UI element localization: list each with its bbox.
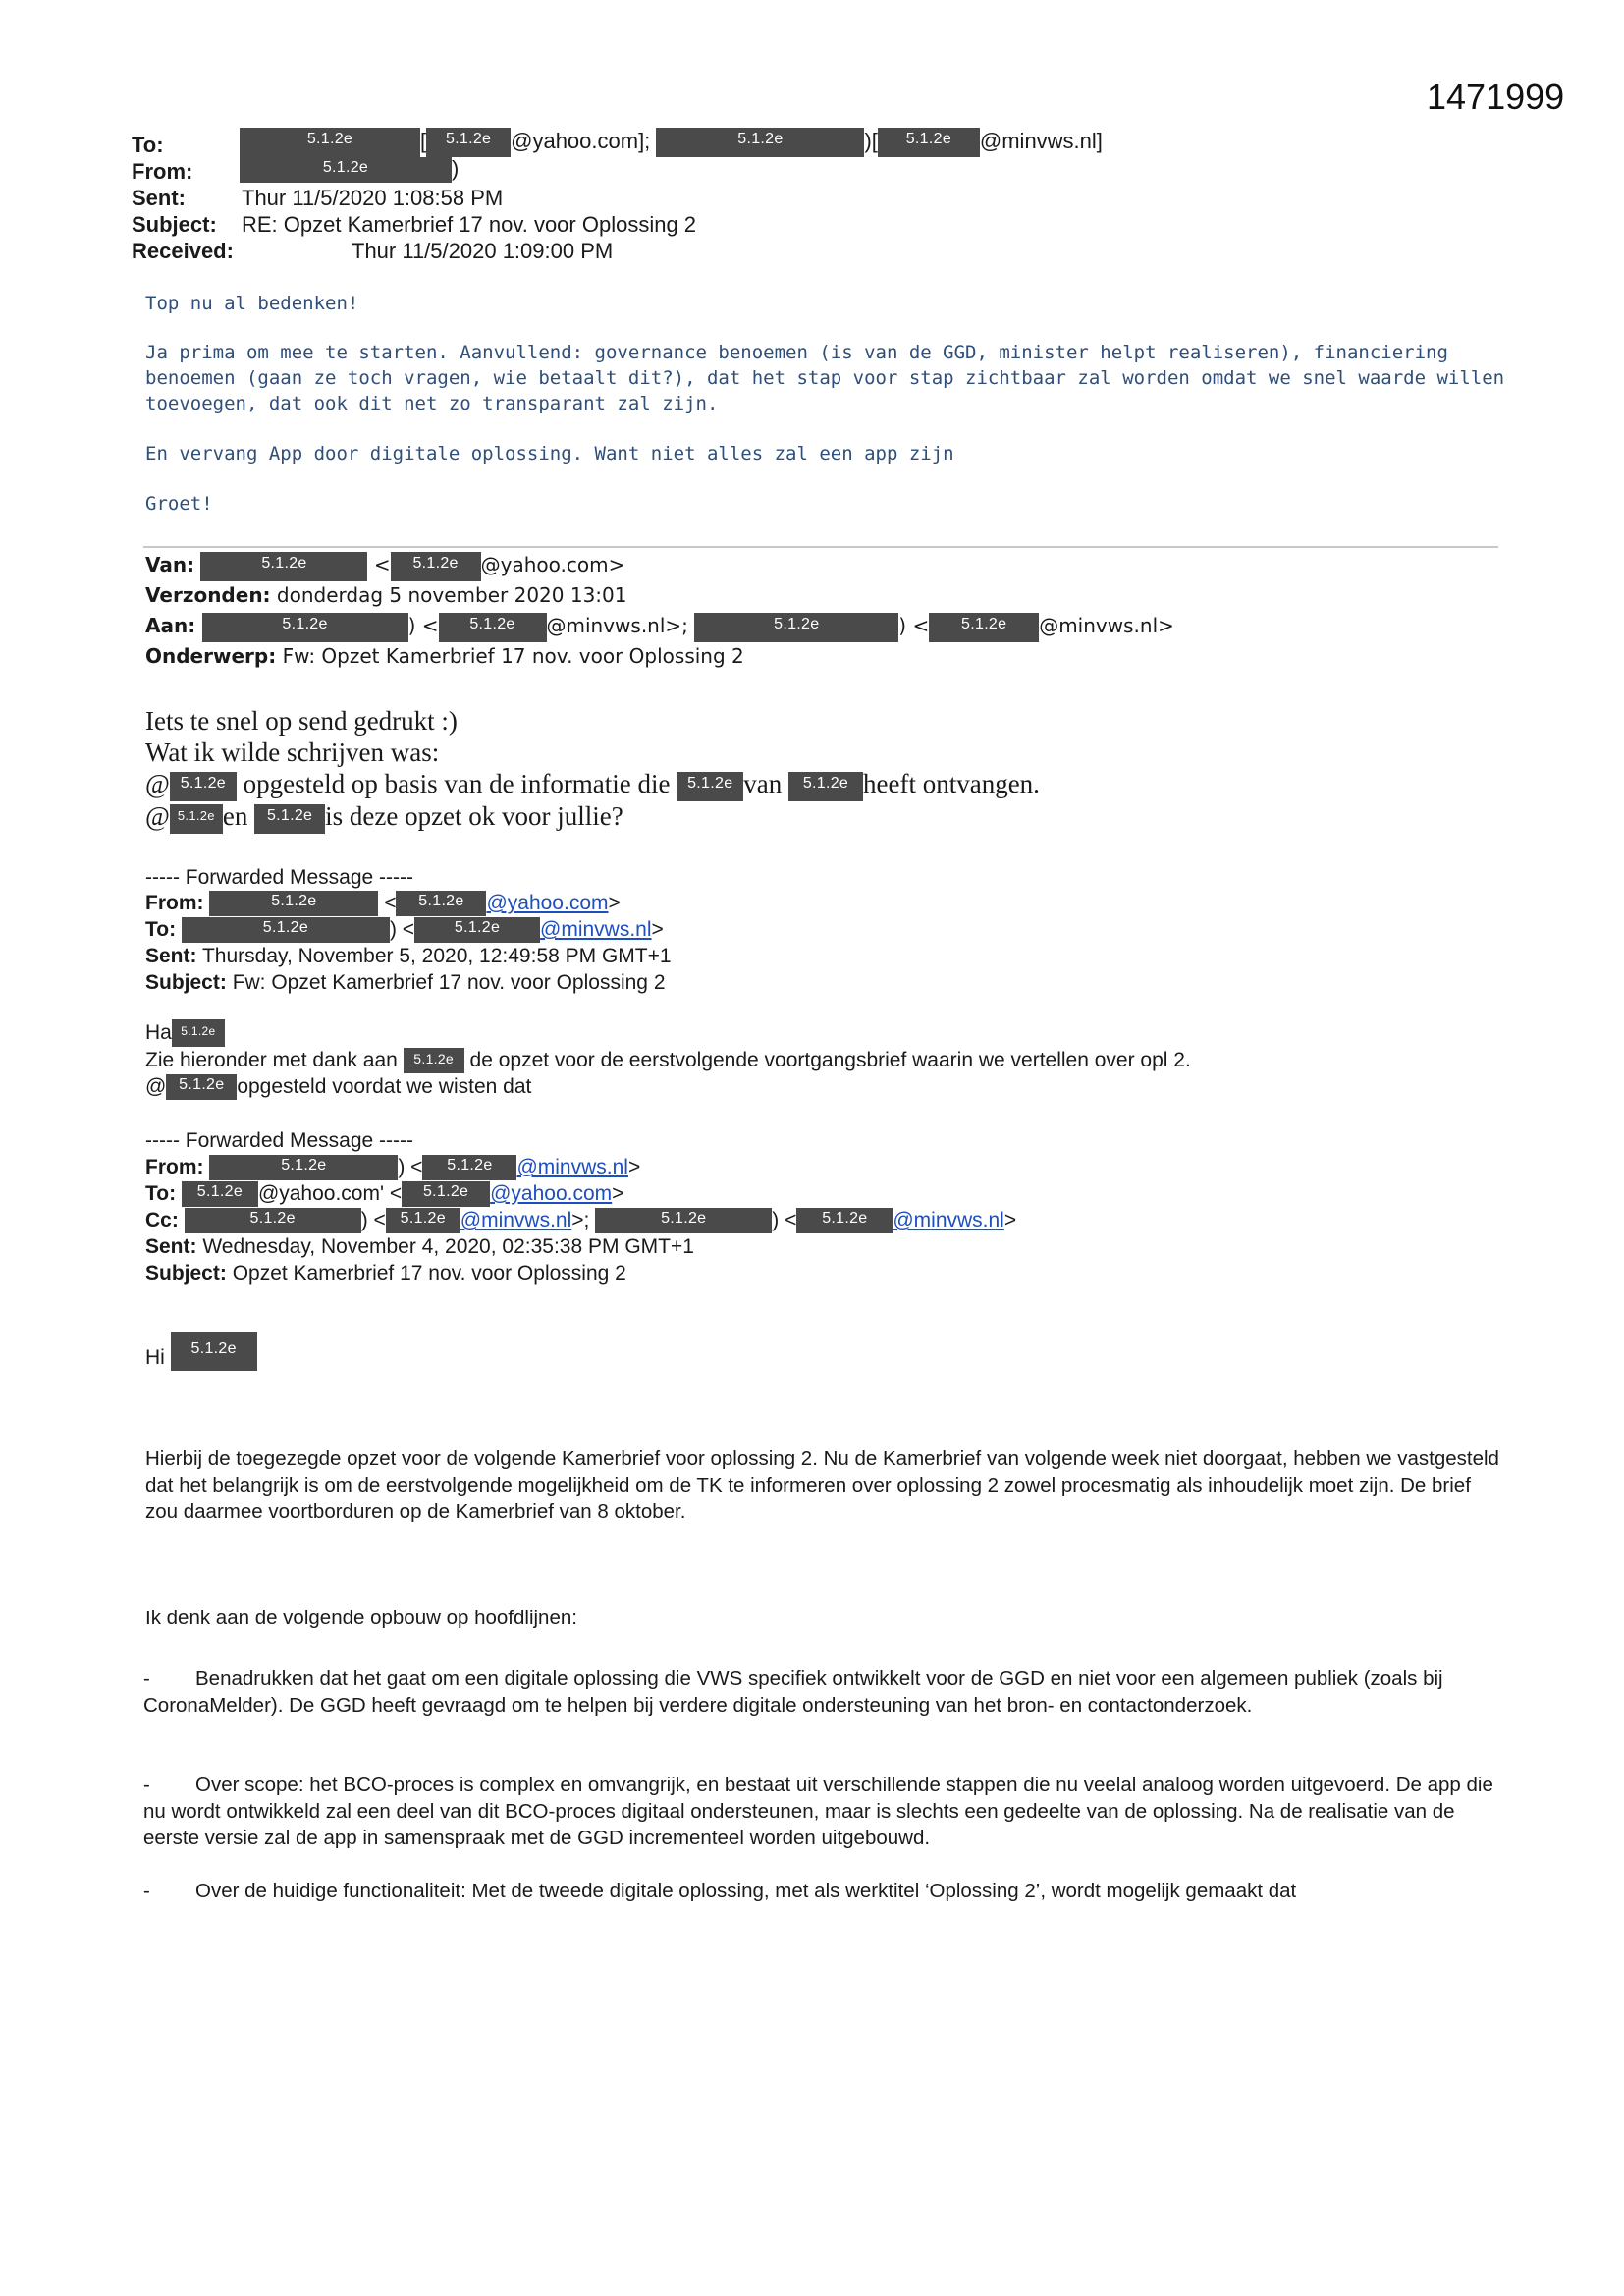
fw2-subject-line: Subject: Opzet Kamerbrief 17 nov. voor Oplossing 2 (145, 1262, 626, 1285)
divider (143, 546, 1498, 548)
fw1-from-email[interactable]: @yahoo.com (486, 892, 609, 914)
header-subject-label: Subject: (132, 212, 217, 237)
header-from-line: 5.1.2e ) (240, 155, 459, 183)
redaction: 5.1.2e (172, 1019, 225, 1047)
redaction: 5.1.2e (202, 613, 408, 642)
redaction: 5.1.2e (209, 1155, 398, 1180)
msg2-body-2: Wat ik wilde schrijven was: (145, 738, 440, 767)
fw2-greet: Hi 5.1.2e (145, 1332, 257, 1371)
reply-para-2-line-1: Ja prima om mee te starten. Aanvullend: governance benoemen (is van de GGD, minister helpt realiseren), financiering (145, 342, 1448, 363)
to-yahoo: @yahoo.com]; (511, 129, 651, 153)
bullet-3: - Over de huidige functionaliteit: Met de tweede digitale oplossing, met als werktitel ‘Oplossing 2’, wordt mogelijk gemaakt dat (143, 1880, 1297, 1902)
redaction: 5.1.2e (182, 917, 390, 943)
to-minvws: @minvws.nl] (979, 129, 1103, 153)
redaction: 5.1.2e (182, 1181, 258, 1207)
reply-para-3: En vervang App door digitale oplossing. Want niet alles zal een app zijn (145, 443, 954, 465)
msg2-verzonden-line: Verzonden: donderdag 5 november 2020 13:01 (145, 583, 627, 607)
fw2-banner: ----- Forwarded Message ----- (145, 1129, 414, 1152)
redaction: 5.1.2e (166, 1074, 237, 1100)
redaction: 5.1.2e (240, 157, 452, 183)
reply-para-2-line-3: toevoegen, dat ook dit net zo transparant zal zijn. (145, 393, 719, 414)
fw1-subject-line: Subject: Fw: Opzet Kamerbrief 17 nov. voor Oplossing 2 (145, 971, 666, 994)
redaction: 5.1.2e (878, 128, 980, 157)
redaction: 5.1.2e (595, 1208, 772, 1233)
header-received-label: Received: (132, 239, 234, 263)
redaction: 5.1.2e (404, 1048, 464, 1073)
document-number: 1471999 (1427, 77, 1565, 117)
msg2-van-line: Van: 5.1.2e < 5.1.2e @yahoo.com> (145, 550, 624, 581)
redaction: 5.1.2e (185, 1208, 361, 1233)
redaction: 5.1.2e (171, 1332, 257, 1371)
fw1-to-email[interactable]: @minvws.nl (540, 918, 652, 941)
redaction: 5.1.2e (391, 552, 481, 581)
fw2-sent-line: Sent: Wednesday, November 4, 2020, 02:35:38 PM GMT+1 (145, 1235, 694, 1258)
redaction: 5.1.2e (426, 128, 511, 157)
redaction: 5.1.2e (677, 772, 743, 801)
redaction: 5.1.2e (170, 772, 237, 801)
msg2-body-1: Iets te snel op send gedrukt :) (145, 706, 458, 736)
header-sent-value: Thur 11/5/2020 1:08:58 PM (242, 186, 504, 210)
fw1-line-2: Zie hieronder met dank aan 5.1.2e de opzet voor de eerstvolgende voortgangsbrief waarin we vertellen over opl 2. (145, 1047, 1191, 1073)
redaction: 5.1.2e (694, 613, 898, 642)
fw1-sent-line: Sent: Thursday, November 5, 2020, 12:49:58 PM GMT+1 (145, 945, 672, 967)
fw1-line-3: @ 5.1.2e opgesteld voordat we wisten dat (145, 1073, 531, 1100)
fw1-greet: Ha 5.1.2e (145, 1019, 225, 1047)
fw2-to-line: To: 5.1.2e @yahoo.com' < 5.1.2e @yahoo.com> (145, 1180, 623, 1207)
header-to-label: To: (132, 133, 164, 157)
redaction: 5.1.2e (929, 613, 1039, 642)
reply-closing: Groet! (145, 493, 213, 515)
header-to-line: 5.1.2e [ 5.1.2e @yahoo.com]; 5.1.2e )[ 5.1.2e @minvws.nl] (240, 128, 1103, 157)
redaction: 5.1.2e (796, 1208, 893, 1233)
redaction: 5.1.2e (439, 613, 547, 642)
fw1-from-line: From: 5.1.2e < 5.1.2e @yahoo.com> (145, 890, 621, 916)
redaction: 5.1.2e (240, 128, 420, 157)
redaction: 5.1.2e (656, 128, 864, 157)
redaction: 5.1.2e (254, 804, 325, 834)
redaction: 5.1.2e (788, 772, 863, 801)
redaction: 5.1.2e (396, 891, 486, 916)
header-subject-value: RE: Opzet Kamerbrief 17 nov. voor Oplossing 2 (242, 212, 697, 237)
fw2-cc-email-2[interactable]: @minvws.nl (893, 1209, 1004, 1231)
fw2-cc-line: Cc: 5.1.2e ) < 5.1.2e @minvws.nl>; 5.1.2e ) < 5.1.2e @minvws.nl> (145, 1207, 1016, 1233)
fw2-to-email[interactable]: @yahoo.com (490, 1182, 613, 1205)
bullet-2: - Over scope: het BCO-proces is complex en omvangrijk, en bestaat uit verschillende stappen die nu veelal analoog worden uitgevoerd. De app die nu wordt ontwikkeld zal een deel van dit BCO-proces digitaal ondersteunen, maar is slechts een gedeelte van de oplossing. Na de realisatie van de eerste versie zal de app in samenspraak met de GGD incrementeel worden uitgebouwd. (143, 1774, 1493, 1849)
msg2-onderwerp-line: Onderwerp: Fw: Opzet Kamerbrief 17 nov. voor Oplossing 2 (145, 644, 744, 668)
msg2-body-4: @ 5.1.2e en 5.1.2e is deze opzet ok voor jullie? (145, 800, 623, 834)
van-yahoo: @yahoo.com> (480, 553, 625, 576)
msg2-aan-line: Aan: 5.1.2e ) < 5.1.2e @minvws.nl>; 5.1.2e ) < 5.1.2e @minvws.nl> (145, 611, 1174, 642)
fw2-from-line: From: 5.1.2e ) < 5.1.2e @minvws.nl> (145, 1154, 640, 1180)
redaction: 5.1.2e (414, 917, 540, 943)
fw2-cc-email-1[interactable]: @minvws.nl (460, 1209, 572, 1231)
header-received-value: Thur 11/5/2020 1:09:00 PM (352, 239, 614, 263)
redaction: 5.1.2e (386, 1208, 460, 1233)
fw2-para-1: Hierbij de toegezegde opzet voor de volgende Kamerbrief voor oplossing 2. Nu de Kamerbrief van volgende week niet doorgaat, hebben we vastgesteld dat het belangrijk is om de eerstvolgende mogelijkheid om de TK te informeren over oplossing 2 zowel procesmatig als inhoudelijk moet zijn. De brief zou daarmee voortborduren op de Kamerbrief van 8 oktober. (145, 1448, 1499, 1523)
redaction: 5.1.2e (209, 891, 378, 916)
redaction: 5.1.2e (422, 1155, 516, 1180)
redaction: 5.1.2e (170, 804, 223, 834)
reply-para-2-line-2: benoemen (gaan ze toch vragen, wie betaalt dit?), dat het stap voor stap zichtbaar zal worden omdat we snel waarde willen (145, 367, 1505, 389)
fw2-from-email[interactable]: @minvws.nl (516, 1156, 628, 1178)
bullet-1: - Benadrukken dat het gaat om een digitale oplossing die VWS specifiek ontwikkelt voor de GGD en niet voor een algemeen publiek (zoals bij CoronaMelder). De GGD heeft gevraagd om te helpen bij verdere digitale ondersteuning van het bron- en contactonderzoek. (143, 1667, 1443, 1717)
header-sent-label: Sent: (132, 186, 186, 210)
redaction: 5.1.2e (402, 1181, 490, 1207)
fw1-banner: ----- Forwarded Message ----- (145, 866, 414, 889)
fw1-to-line: To: 5.1.2e ) < 5.1.2e @minvws.nl> (145, 916, 664, 943)
reply-line-1: Top nu al bedenken! (145, 293, 359, 314)
header-from-label: From: (132, 159, 193, 184)
fw2-para-2: Ik denk aan de volgende opbouw op hoofdlijnen: (145, 1607, 577, 1629)
msg2-body-3: @ 5.1.2e opgesteld op basis van de informatie die 5.1.2e van 5.1.2e heeft ontvangen. (145, 768, 1040, 801)
redaction: 5.1.2e (200, 552, 367, 581)
